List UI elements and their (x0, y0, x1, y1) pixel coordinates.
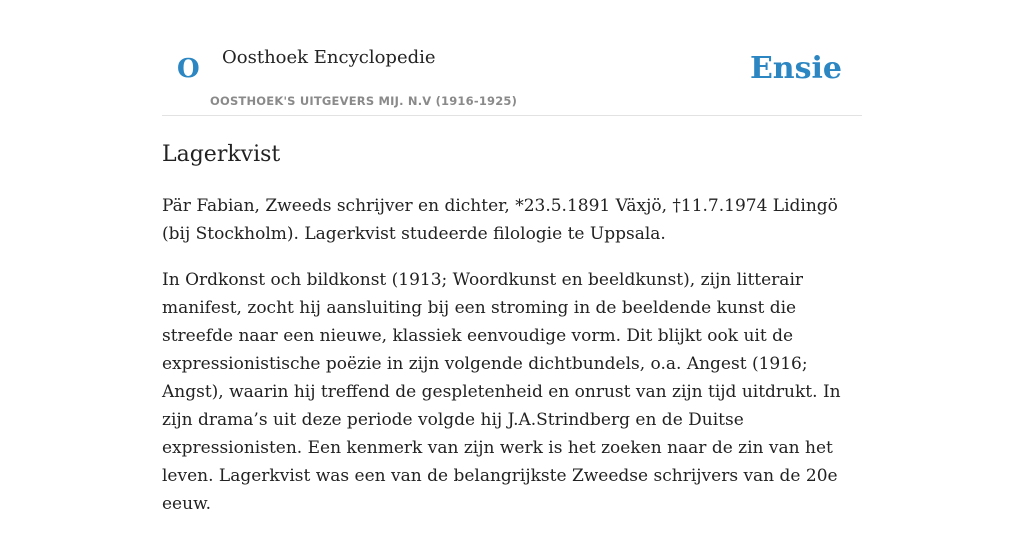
article-paragraph: Pär Fabian, Zweeds schrijver en dichter, *23.5.1891 Växjö, †11.7.1974 Lidingö (bij Stockholm). Lagerkvist studeerde filologie te Uppsala. (162, 196, 838, 244)
logo-icon[interactable]: O (177, 54, 200, 84)
site-header (162, 0, 862, 116)
ensie-home-link[interactable]: Ensie (749, 51, 842, 86)
page (162, 0, 862, 512)
article-body (162, 192, 862, 536)
publisher-subtitle: OOSTHOEK'S UITGEVERS MIJ. N.V (1916-1925) (210, 94, 518, 108)
article-paragraph: In Ordkonst och bildkonst (1913; Woordkunst en beeldkunst), zijn litterair manifest, zocht hij aansluiting bij een stroming in de beeldende kunst die streefde naar een nieuwe, klassiek eenvoudige vorm. Dit blijkt ook uit de expressionistische poëzie in zijn volgende dichtbundels, o.a. Angest (1916; Angst), waarin hij treffend de gespletenheid en onrust van zijn tijd uitdrukt. In zijn drama’s uit deze periode volgde hij J.A.Strindberg en de Duitse expressionisten. Een kenmerk van zijn werk is het zoeken naar de zin van het leven. Lagerkvist was een van de belangrijkste Zweedse schrijvers van de 20e eeuw. (162, 270, 841, 514)
site-title[interactable]: Oosthoek Encyclopedie (222, 47, 436, 68)
article-title: Lagerkvist (162, 142, 281, 167)
